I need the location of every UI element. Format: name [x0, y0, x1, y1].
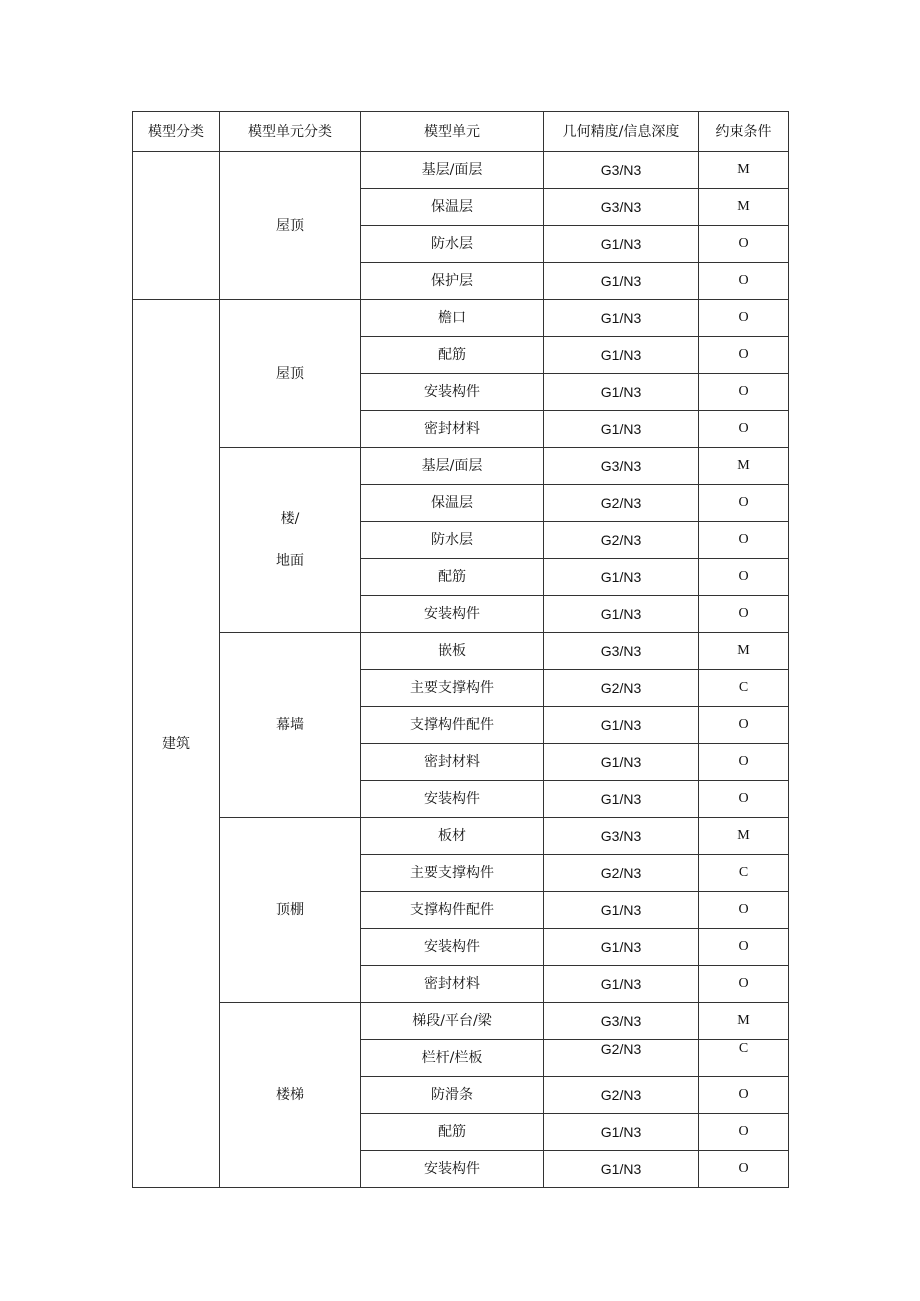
constraint-cell: O [699, 929, 789, 966]
unit-cell: 密封材料 [361, 744, 544, 781]
header-model-category: 模型分类 [133, 112, 220, 152]
constraint-cell: O [699, 337, 789, 374]
level-cell: G1/N3 [544, 1114, 699, 1151]
constraint-cell: O [699, 411, 789, 448]
unit-cell: 安装构件 [361, 596, 544, 633]
unit-category-cell: 楼梯 [220, 1003, 361, 1188]
level-cell: G3/N3 [544, 152, 699, 189]
level-cell: G1/N3 [544, 263, 699, 300]
level-cell: G1/N3 [544, 337, 699, 374]
level-cell [544, 1040, 699, 1077]
header-model-unit: 模型单元 [361, 112, 544, 152]
unit-cell: 主要支撑构件 [361, 670, 544, 707]
category-cell-empty [133, 152, 220, 300]
unit-cell: 安装构件 [361, 929, 544, 966]
constraint-cell: C [699, 670, 789, 707]
unit-category-cell: 顶棚 [220, 818, 361, 1003]
level-text: G2/N3 [600, 1041, 642, 1057]
constraint-cell: O [699, 485, 789, 522]
constraint-cell: O [699, 596, 789, 633]
constraint-cell: O [699, 559, 789, 596]
unit-cell: 梯段/平台/梁 [361, 1003, 544, 1040]
constraint-cell: O [699, 374, 789, 411]
level-cell: G1/N3 [544, 892, 699, 929]
unit-category-cell: 屋顶 [220, 152, 361, 300]
unit-cell: 防水层 [361, 226, 544, 263]
level-cell: G1/N3 [544, 226, 699, 263]
constraint-cell: O [699, 522, 789, 559]
constraint-cell: O [699, 263, 789, 300]
unit-cell: 檐口 [361, 300, 544, 337]
level-cell: G2/N3 [544, 485, 699, 522]
constraint-cell: M [699, 152, 789, 189]
level-cell: G1/N3 [544, 966, 699, 1003]
constraint-cell: O [699, 966, 789, 1003]
unit-cell: 安装构件 [361, 781, 544, 818]
level-cell: G3/N3 [544, 1003, 699, 1040]
unit-cell: 配筋 [361, 337, 544, 374]
level-cell: G1/N3 [544, 707, 699, 744]
level-cell: G1/N3 [544, 411, 699, 448]
constraint-cell: O [699, 744, 789, 781]
header-precision-depth: 几何精度/信息深度 [544, 112, 699, 152]
unit-cell: 保温层 [361, 485, 544, 522]
unit-cell: 防水层 [361, 522, 544, 559]
constraint-cell: O [699, 781, 789, 818]
table-row [133, 1003, 789, 1040]
level-cell: G2/N3 [544, 1077, 699, 1114]
constraint-cell: O [699, 707, 789, 744]
unit-cell: 密封材料 [361, 966, 544, 1003]
unit-cell: 防滑条 [361, 1077, 544, 1114]
table-row [133, 300, 789, 337]
constraint-cell: C [699, 855, 789, 892]
constraint-cell: O [699, 1151, 789, 1188]
level-cell: G1/N3 [544, 744, 699, 781]
constraint-cell: M [699, 448, 789, 485]
constraint-cell: M [699, 818, 789, 855]
level-cell: G1/N3 [544, 929, 699, 966]
level-cell: G3/N3 [544, 448, 699, 485]
header-constraint: 约束条件 [699, 112, 789, 152]
constraint-cell [699, 1040, 789, 1077]
constraint-cell: M [699, 633, 789, 670]
constraint-cell: M [699, 189, 789, 226]
level-cell: G2/N3 [544, 522, 699, 559]
level-cell: G2/N3 [544, 855, 699, 892]
table-row [133, 633, 789, 670]
unit-cell: 支撑构件配件 [361, 892, 544, 929]
constraint-cell: O [699, 300, 789, 337]
unit-cell: 保护层 [361, 263, 544, 300]
level-cell: G2/N3 [544, 670, 699, 707]
unit-cell: 配筋 [361, 559, 544, 596]
level-cell: G1/N3 [544, 781, 699, 818]
constraint-cell: O [699, 892, 789, 929]
level-cell: G3/N3 [544, 189, 699, 226]
constraint-cell: O [699, 1114, 789, 1151]
header-row [133, 112, 789, 152]
header-unit-category: 模型单元分类 [220, 112, 361, 152]
table-row [133, 448, 789, 485]
unit-cell: 配筋 [361, 1114, 544, 1151]
table-row [133, 818, 789, 855]
unit-cell: 保温层 [361, 189, 544, 226]
unit-cell: 基层/面层 [361, 152, 544, 189]
unit-category-line: 地面 [276, 553, 304, 569]
unit-category-cell: 幕墙 [220, 633, 361, 818]
level-cell: G3/N3 [544, 633, 699, 670]
category-cell: 建筑 [133, 300, 220, 1188]
level-cell: G1/N3 [544, 1151, 699, 1188]
constraint-cell: O [699, 226, 789, 263]
unit-cell: 嵌板 [361, 633, 544, 670]
level-cell: G1/N3 [544, 300, 699, 337]
level-cell: G1/N3 [544, 559, 699, 596]
unit-cell: 主要支撑构件 [361, 855, 544, 892]
unit-cell: 栏杆/栏板 [361, 1040, 544, 1077]
level-cell: G1/N3 [544, 596, 699, 633]
unit-category-cell [220, 448, 361, 633]
constraint-cell: M [699, 1003, 789, 1040]
unit-category-line: 楼/ [280, 511, 300, 527]
unit-cell: 密封材料 [361, 411, 544, 448]
level-cell: G1/N3 [544, 374, 699, 411]
unit-cell: 支撑构件配件 [361, 707, 544, 744]
table-row [133, 152, 789, 189]
constraint-cell: O [699, 1077, 789, 1114]
level-cell: G3/N3 [544, 818, 699, 855]
unit-cell: 安装构件 [361, 1151, 544, 1188]
model-spec-table [132, 111, 789, 1188]
unit-cell: 安装构件 [361, 374, 544, 411]
unit-category-cell: 屋顶 [220, 300, 361, 448]
unit-cell: 基层/面层 [361, 448, 544, 485]
constraint-text: C [738, 1041, 749, 1056]
unit-cell: 板材 [361, 818, 544, 855]
